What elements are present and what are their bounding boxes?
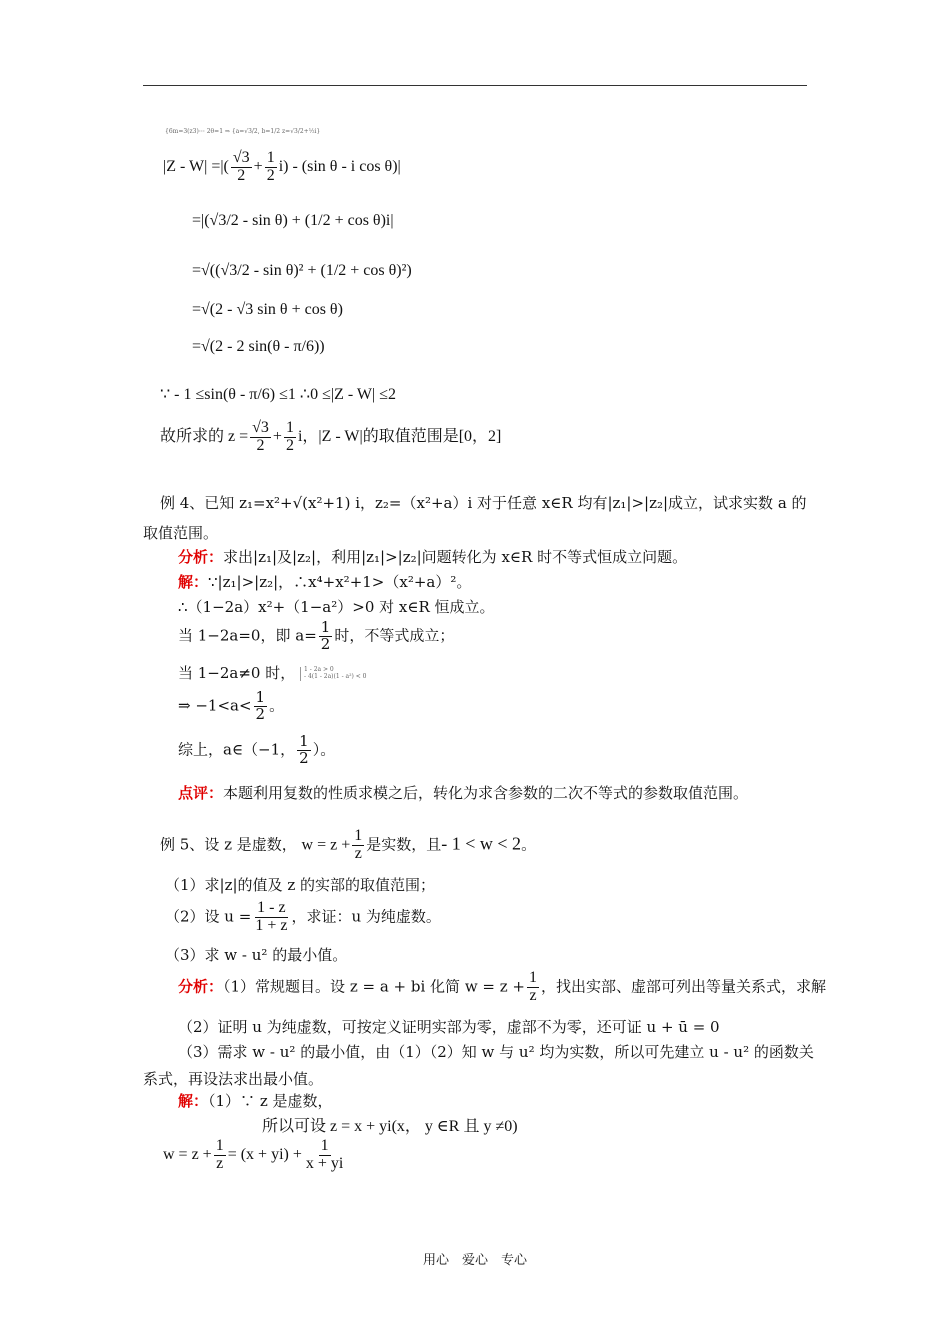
fraction: $\frac{1}{z}$: [215, 1137, 224, 1172]
fraction: $\frac{√3}{2}$: [252, 419, 269, 454]
example-5-analysis-1: 分析：（1）常规题目。设 z = a + bi 化简 w = z + $\frac{1}{z}$ ，找出实部、虚部可列出等量关系式，求解: [178, 969, 827, 1004]
derivation-line-2: =|(√3/2 - sin θ) + (1/2 + cos θ)i|: [192, 212, 394, 229]
example-4-comment: 点评：本题利用复数的性质求模之后，转化为求含参数的二次不等式的参数取值范围。: [178, 784, 749, 802]
example-5-statement: 例 5、设 z 是虚数， w = z + $\frac{1}{z}$ 是实数，且- 1 < w < 2。: [160, 827, 537, 862]
example-5-solution: 解：（1）∵ z 是虚数，: [178, 1092, 333, 1110]
fraction: $\frac{1}{2}$: [266, 149, 275, 184]
page-footer: 用心 爱心 专心: [422, 1253, 527, 1268]
example-4-statement-cont: 取值范围。: [143, 524, 219, 542]
example-4-step-4: ⇒ −1<a< $\frac{1}{2}$ 。: [178, 688, 285, 723]
derivation-line-6: ∵ - 1 ≤sin(θ - π/6) ≤1 ∴0 ≤|Z - W| ≤2: [160, 386, 396, 403]
derivation-line-4: =√(2 - √3 sin θ + cos θ): [192, 301, 343, 318]
tiny-system-image: {6m=3(z3)⋯ 2θ=1 ⇒ {a=√3/2, b=1/2 z=√3/2+½i}: [165, 128, 321, 135]
fraction: $\frac{1}{z}$: [529, 969, 538, 1004]
header-rule: [143, 85, 807, 86]
example-4-summary: 综上，a∈（−1， $\frac{1}{2}$ ）。: [178, 732, 336, 767]
example-5-analysis-4: 系式，再设法求出最小值。: [143, 1070, 324, 1088]
example-4-statement: 例 4、已知 z₁=x²+√(x²+1) i，z₂=（x²+a）i 对于任意 x∈R 均有|z₁|>|z₂|成立，试求实数 a 的: [160, 494, 807, 512]
derivation-line-3: =√((√3/2 - sin θ)² + (1/2 + cos θ)²): [192, 262, 412, 279]
example-5-question-2: （2）设 u = $\frac{1 - z}{1 + z}$ ，求证：u 为纯虚数。: [165, 899, 441, 934]
example-5-question-3: （3）求 w - u² 的最小值。: [165, 946, 348, 964]
example-5-solution-step-2: w = z + $\frac{1}{z}$ = (x + yi) + $\frac{1}{x + yi}$: [163, 1137, 344, 1172]
fraction: $\frac{1}{x + yi}$: [305, 1137, 344, 1172]
example-5-analysis-3: （3）需求 w - u² 的最小值，由（1）（2）知 w 与 u² 均为实数，所以可先建立 u - u² 的函数关: [178, 1043, 814, 1061]
example-4-step-2: 当 1−2a=0，即 a= $\frac{1}{2}$ 时，不等式成立；: [178, 618, 455, 653]
fraction: $\frac{1}{2}$: [320, 618, 331, 653]
inequality-system: 1 - 2a > 0 - 4(1 - 2a)(1 - a²) < 0: [300, 667, 366, 680]
fraction: $\frac{1}{2}$: [255, 688, 266, 723]
example-5-analysis-2: （2）证明 u 为纯虚数，可按定义证明实部为零，虚部不为零，还可证 u + ū = 0: [178, 1018, 720, 1036]
derivation-line-5: =√(2 - 2 sin(θ - π/6)): [192, 338, 325, 355]
fraction: $\frac{√3}{2}$: [232, 149, 250, 184]
fraction: $\frac{1 - z}{1 + z}$: [255, 899, 288, 934]
example-5-solution-step-1: 所以可设 z = x + yi(x， y ∈R 且 y ≠0): [262, 1118, 518, 1135]
derivation-conclusion: 故所求的 z = $\frac{√3}{2}$ + $\frac{1}{2}$ i，|Z - W|的取值范围是[0，2]: [160, 419, 502, 454]
example-5-question-1: （1）求|z|的值及 z 的实部的取值范围；: [165, 876, 435, 894]
example-4-step-3: 当 1−2a≠0 时， 1 - 2a > 0 - 4(1 - 2a)(1 - a²) < 0: [178, 664, 367, 682]
example-4-analysis: 分析：求出|z₁|及|z₂|，利用|z₁|>|z₂|问题转化为 x∈R 时不等式恒成立问题。: [178, 548, 688, 566]
derivation-line-1: |Z - W| =|( $\frac{√3}{2}$ + $\frac{1}{2}$ i) - (sin θ - i cos θ)|: [163, 149, 401, 184]
example-4-solution: 解：∵|z₁|>|z₂|，∴x⁴+x²+1>（x²+a）²。: [178, 573, 472, 591]
example-4-step-1: ∴（1−2a）x²+（1−a²）>0 对 x∈R 恒成立。: [178, 598, 495, 616]
fraction: $\frac{1}{2}$: [285, 419, 294, 454]
fraction: $\frac{1}{2}$: [299, 732, 309, 767]
fraction: $\frac{1}{z}$: [354, 827, 363, 862]
